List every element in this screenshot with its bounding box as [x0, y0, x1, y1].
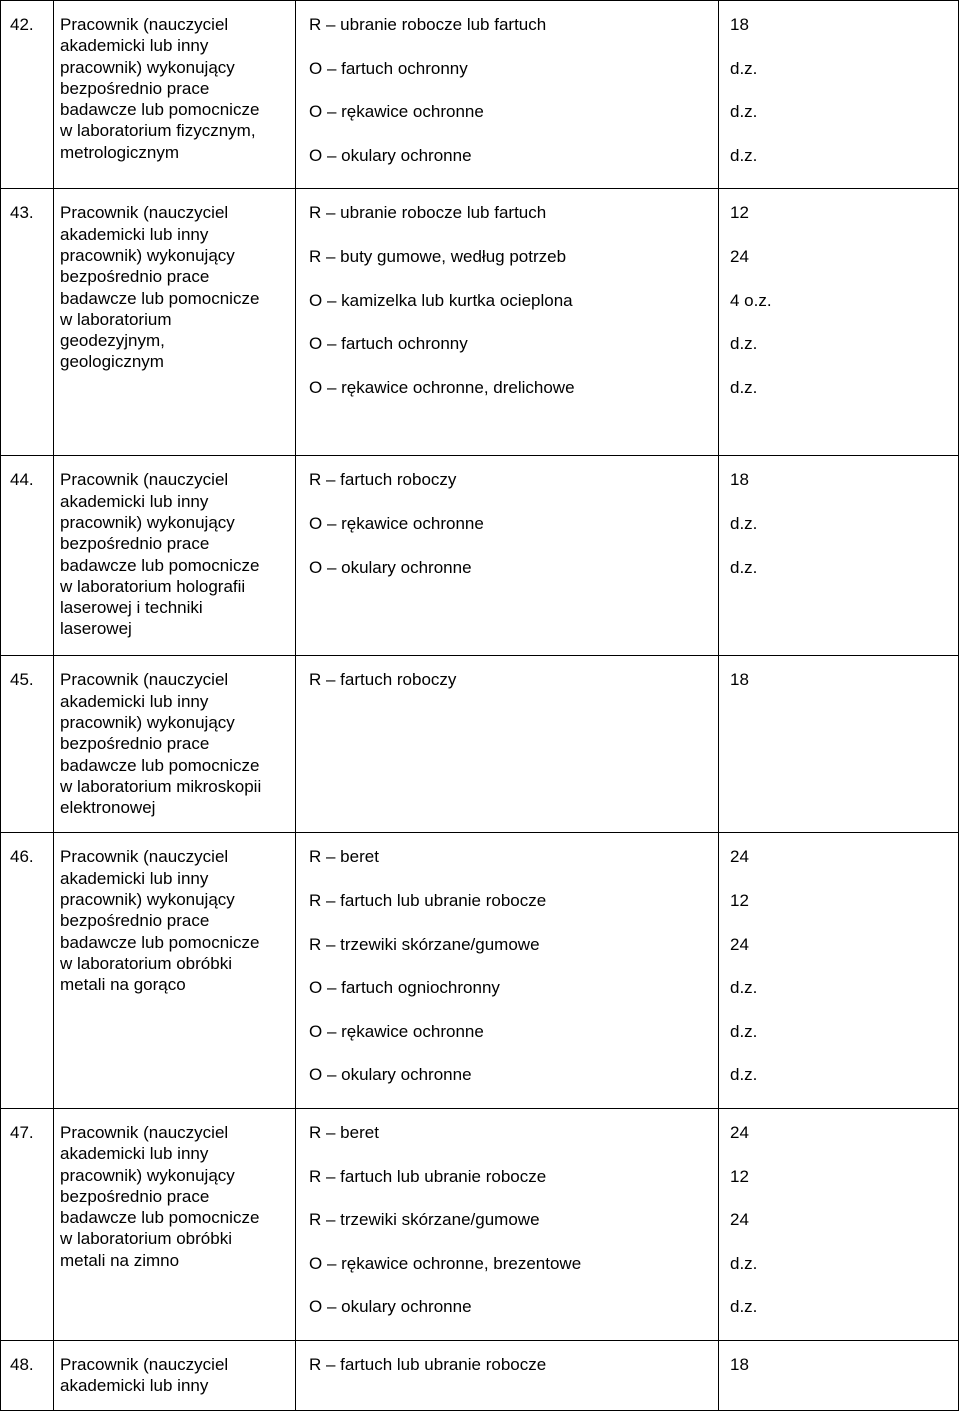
equipment-item: R – beret [309, 1122, 379, 1142]
table-row [1, 1340, 959, 1410]
equipment-item: O – rękawice ochronne [309, 102, 484, 122]
equipment-item: R – fartuch roboczy [309, 670, 457, 690]
worker-description-line: badawcze lub pomocnicze [60, 100, 260, 120]
row-number-cell [1, 1108, 54, 1340]
usage-period-cell [719, 189, 959, 456]
worker-description-line: Pracownik (nauczyciel [60, 1122, 229, 1142]
usage-period: 18 [730, 470, 749, 490]
row-number: 47. [10, 1122, 34, 1142]
equipment-item: R – trzewiki skórzane/gumowe [309, 934, 540, 954]
row-number-cell [1, 189, 54, 456]
usage-period: 12 [730, 203, 749, 223]
equipment-items-cell [296, 1, 719, 189]
equipment-item: R – ubranie robocze lub fartuch [309, 15, 547, 34]
equipment-item: O – rękawice ochronne [309, 513, 484, 533]
worker-description-line: w laboratorium obróbki [60, 953, 232, 973]
usage-period-cell [719, 456, 959, 656]
equipment-items-cell [296, 1108, 719, 1340]
worker-description-line: bezpośrednio prace [60, 267, 210, 287]
usage-period: 24 [730, 934, 749, 954]
equipment-item: O – rękawice ochronne [309, 1021, 484, 1041]
row-number: 45. [10, 670, 34, 690]
worker-description-line: pracownik) wykonujący [60, 889, 235, 909]
worker-description-line: Pracownik (nauczyciel [60, 470, 229, 490]
worker-description-line: laserowej i techniki [60, 598, 203, 618]
usage-period: 18 [730, 15, 749, 34]
usage-period: 18 [730, 670, 749, 690]
worker-description-line: badawcze lub pomocnicze [60, 555, 260, 575]
usage-period: 4 o.z. [730, 290, 772, 310]
table-row [1, 1108, 959, 1340]
table-row [1, 833, 959, 1109]
equipment-items-cell [296, 189, 719, 456]
usage-period: 18 [730, 1354, 749, 1374]
worker-description-line: bezpośrednio prace [60, 734, 210, 754]
worker-description-line: badawcze lub pomocnicze [60, 288, 260, 308]
equipment-item: O – fartuch ochronny [309, 58, 468, 78]
equipment-item: O – okulary ochronne [309, 1297, 472, 1317]
equipment-item: O – okulary ochronne [309, 145, 472, 165]
equipment-item: R – buty gumowe, według potrzeb [309, 246, 567, 266]
worker-description-line: badawcze lub pomocnicze [60, 755, 260, 775]
worker-description-line: bezpośrednio prace [60, 1186, 210, 1206]
usage-period: 12 [730, 1166, 749, 1186]
worker-description-line: metali na gorąco [60, 975, 186, 995]
usage-period-cell [719, 1108, 959, 1340]
usage-period: d.z. [730, 1021, 758, 1041]
worker-description-line: akademicki lub inny [60, 36, 209, 56]
equipment-item: O – kamizelka lub kurtka ocieplona [309, 290, 573, 310]
equipment-item: R – fartuch lub ubranie robocze [309, 1166, 547, 1186]
row-number-cell [1, 833, 54, 1109]
equipment-item: O – rękawice ochronne, drelichowe [309, 377, 575, 397]
worker-description-line: akademicki lub inny [60, 1144, 209, 1164]
worker-description-line: Pracownik (nauczyciel [60, 203, 229, 223]
worker-description-cell [54, 1340, 296, 1410]
equipment-item: R – fartuch lub ubranie robocze [309, 1354, 547, 1374]
worker-description-line: Pracownik (nauczyciel [60, 847, 229, 867]
equipment-item: R – ubranie robocze lub fartuch [309, 203, 547, 223]
worker-description-line: geologicznym [60, 352, 164, 372]
worker-description-line: metali na zimno [60, 1250, 180, 1270]
row-number: 46. [10, 847, 34, 867]
worker-description-line: akademicki lub inny [60, 224, 209, 244]
worker-description-line: badawcze lub pomocnicze [60, 1208, 260, 1228]
usage-period-cell [719, 833, 959, 1109]
equipment-item: R – fartuch roboczy [309, 470, 457, 490]
table-body [1, 1, 959, 1411]
worker-description-cell [54, 456, 296, 656]
worker-description-line: akademicki lub inny [60, 1376, 209, 1396]
usage-period: d.z. [730, 557, 758, 577]
worker-description-line: pracownik) wykonujący [60, 712, 235, 732]
usage-period: d.z. [730, 145, 758, 165]
row-number: 43. [10, 203, 34, 223]
usage-period: 24 [730, 246, 749, 266]
worker-description-cell [54, 656, 296, 833]
worker-description-line: w laboratorium fizycznym, [60, 121, 256, 141]
row-number-cell [1, 656, 54, 833]
worker-description-cell [54, 1, 296, 189]
usage-period: d.z. [730, 1065, 758, 1085]
worker-description-line: elektronowej [60, 798, 156, 818]
worker-description-line: w laboratorium obróbki [60, 1229, 232, 1249]
usage-period: d.z. [730, 377, 758, 397]
worker-description-cell [54, 833, 296, 1109]
worker-description-cell [54, 189, 296, 456]
equipment-item: O – rękawice ochronne, brezentowe [309, 1253, 582, 1273]
row-number: 44. [10, 470, 34, 490]
usage-period: d.z. [730, 58, 758, 78]
usage-period: 24 [730, 1210, 749, 1230]
worker-description-line: bezpośrednio prace [60, 534, 210, 554]
worker-description-line: metrologicznym [60, 142, 180, 162]
row-number: 48. [10, 1354, 34, 1374]
usage-period-cell [719, 656, 959, 833]
worker-description-cell [54, 1108, 296, 1340]
worker-description-line: w laboratorium mikroskopii [60, 776, 262, 796]
usage-period: d.z. [730, 513, 758, 533]
equipment-item: R – beret [309, 847, 379, 867]
row-number-cell [1, 1, 54, 189]
usage-period: 24 [730, 847, 749, 867]
equipment-items-cell [296, 656, 719, 833]
worker-description-line: w laboratorium holografii [60, 576, 246, 596]
worker-description-line: akademicki lub inny [60, 491, 209, 511]
worker-description-line: akademicki lub inny [60, 691, 209, 711]
equipment-items-cell [296, 833, 719, 1109]
row-number-cell [1, 1340, 54, 1410]
worker-description-line: Pracownik (nauczyciel [60, 15, 229, 34]
usage-period: d.z. [730, 978, 758, 998]
usage-period: 24 [730, 1122, 749, 1142]
usage-period: d.z. [730, 102, 758, 122]
worker-description-line: Pracownik (nauczyciel [60, 670, 229, 690]
worker-description-line: badawcze lub pomocnicze [60, 932, 260, 952]
worker-description-line: akademicki lub inny [60, 868, 209, 888]
equipment-item: R – fartuch lub ubranie robocze [309, 890, 547, 910]
worker-description-line: Pracownik (nauczyciel [60, 1354, 229, 1374]
table-row [1, 1, 959, 189]
usage-period-cell [719, 1, 959, 189]
equipment-items-cell [296, 1340, 719, 1410]
table-row [1, 656, 959, 833]
equipment-item: O – okulary ochronne [309, 557, 472, 577]
row-number: 42. [10, 15, 34, 34]
worker-description-line: pracownik) wykonujący [60, 512, 235, 532]
worker-description-line: bezpośrednio prace [60, 78, 210, 98]
row-number-cell [1, 456, 54, 656]
equipment-item: R – trzewiki skórzane/gumowe [309, 1210, 540, 1230]
worker-description-line: laserowej [60, 619, 132, 639]
usage-period: d.z. [730, 1297, 758, 1317]
usage-period: 12 [730, 890, 749, 910]
equipment-item: O – fartuch ochronny [309, 334, 468, 354]
worker-description-line: geodezyjnym, [60, 331, 165, 351]
usage-period: d.z. [730, 1253, 758, 1273]
worker-description-line: pracownik) wykonujący [60, 245, 235, 265]
equipment-item: O – fartuch ogniochronny [309, 978, 500, 998]
worker-description-line: w laboratorium [60, 309, 172, 329]
worker-description-line: bezpośrednio prace [60, 911, 210, 931]
worker-description-line: pracownik) wykonujący [60, 1165, 235, 1185]
worker-description-line: pracownik) wykonujący [60, 57, 235, 77]
equipment-items-cell [296, 456, 719, 656]
equipment-item: O – okulary ochronne [309, 1065, 472, 1085]
table-row [1, 189, 959, 456]
table-row [1, 456, 959, 656]
usage-period: d.z. [730, 334, 758, 354]
usage-period-cell [719, 1340, 959, 1410]
